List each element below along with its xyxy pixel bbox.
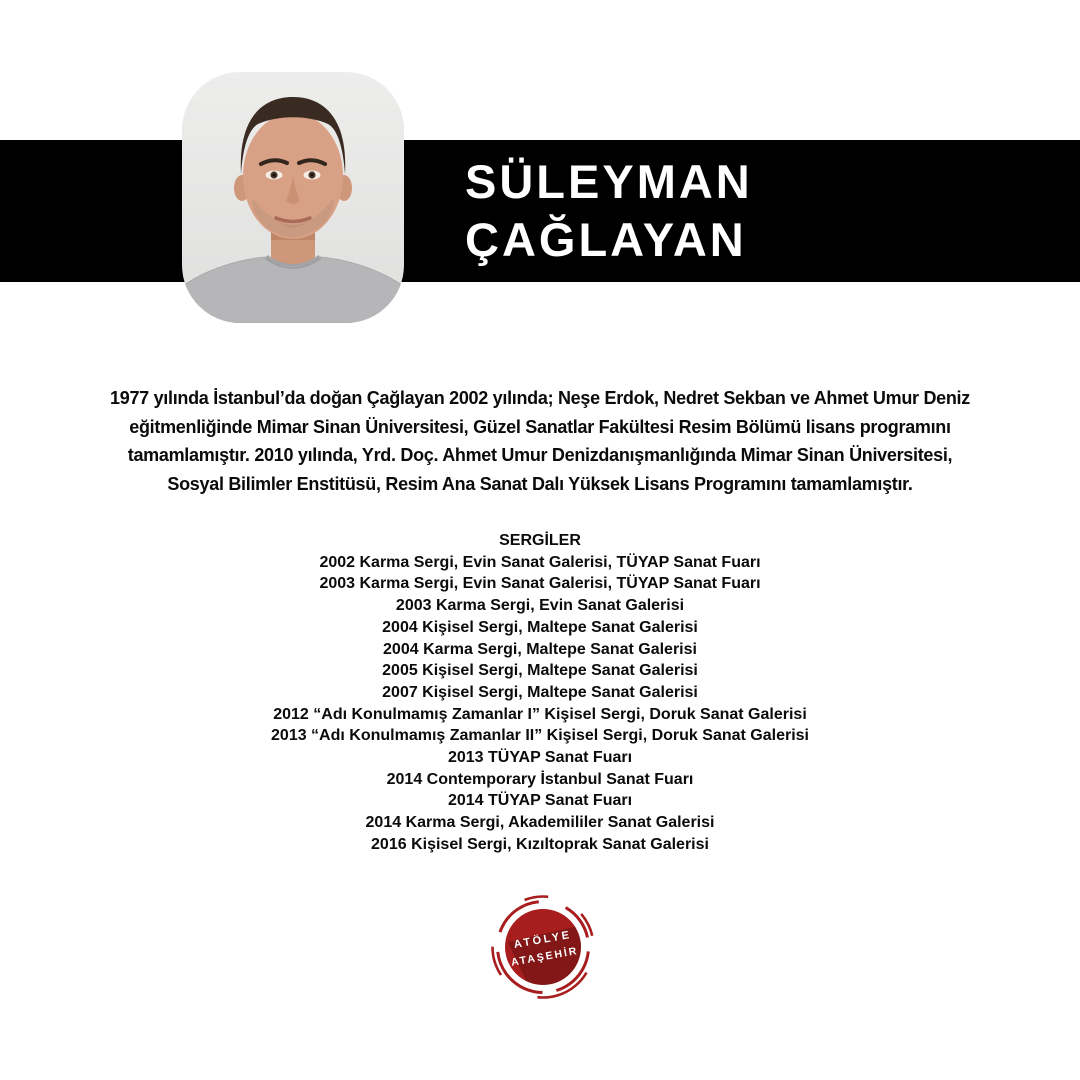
biography-line: eğitmenliğinde Mimar Sinan Üniversitesi, Güzel Sanatlar Fakültesi Resim Bölümü lisans programını bbox=[129, 416, 951, 437]
exhibition-item: 2004 Kişisel Sergi, Maltepe Sanat Galerisi bbox=[382, 618, 698, 636]
exhibitions-section bbox=[0, 530, 1080, 856]
exhibition-item: 2003 Karma Sergi, Evin Sanat Galerisi bbox=[395, 597, 685, 615]
artist-name-line2: ÇAĞLAYAN bbox=[465, 213, 747, 266]
exhibition-item: 2014 TÜYAP Sanat Fuarı bbox=[447, 792, 633, 810]
exhibition-item: 2012 “Adı Konulmamış Zamanlar I” Kişisel Sergi, Doruk Sanat Galerisi bbox=[273, 705, 807, 723]
exhibition-item: 2014 Contemporary İstanbul Sanat Fuarı bbox=[386, 770, 694, 788]
biography-line: tamamlamıştır. 2010 yılında, Yrd. Doç. Ahmet Umur Denizdanışmanlığında Mimar Sinan Üniversitesi, bbox=[127, 445, 953, 465]
portrait-illustration bbox=[182, 72, 404, 323]
biography-text bbox=[0, 384, 1080, 498]
exhibition-item: 2013 TÜYAP Sanat Fuarı bbox=[447, 749, 633, 767]
logo-text-line2: ATAŞEHİR bbox=[510, 945, 580, 969]
exhibition-item: 2002 Karma Sergi, Evin Sanat Galerisi, TÜYAP Sanat Fuarı bbox=[319, 553, 761, 571]
profile-photo bbox=[182, 72, 404, 323]
exhibitions-list bbox=[0, 552, 1080, 856]
exhibition-item: 2005 Kişisel Sergi, Maltepe Sanat Galerisi bbox=[382, 662, 698, 680]
stamp-logo-graphic bbox=[478, 882, 608, 1012]
logo-text-line1: ATÖLYE bbox=[512, 928, 573, 951]
exhibition-item: 2003 Karma Sergi, Evin Sanat Galerisi, TÜYAP Sanat Fuarı bbox=[319, 575, 761, 593]
name-banner bbox=[0, 140, 1080, 282]
exhibition-item: 2004 Karma Sergi, Maltepe Sanat Galerisi bbox=[383, 640, 697, 658]
biography-line: Sosyal Bilimler Enstitüsü, Resim Ana Sanat Dalı Yüksek Lisans Programını tamamlamıştır. bbox=[167, 473, 913, 494]
artist-name bbox=[465, 140, 753, 282]
biography-line: 1977 yılında İstanbul’da doğan Çağlayan 2002 yılında; Neşe Erdok, Nedret Sekban ve Ahmet Umur Deniz bbox=[110, 388, 970, 408]
exhibition-item: 2016 Kişisel Sergi, Kızıltoprak Sanat Galerisi bbox=[371, 835, 709, 853]
exhibition-item: 2013 “Adı Konulmamış Zamanlar II” Kişisel Sergi, Doruk Sanat Galerisi bbox=[271, 727, 809, 745]
atolye-atasehir-logo bbox=[478, 882, 608, 1012]
exhibition-item: 2014 Karma Sergi, Akademililer Sanat Galerisi bbox=[365, 814, 715, 832]
exhibitions-heading: SERGİLER bbox=[499, 532, 581, 549]
exhibition-item: 2007 Kişisel Sergi, Maltepe Sanat Galerisi bbox=[382, 683, 698, 701]
artist-name-line1: SÜLEYMAN bbox=[465, 155, 753, 208]
